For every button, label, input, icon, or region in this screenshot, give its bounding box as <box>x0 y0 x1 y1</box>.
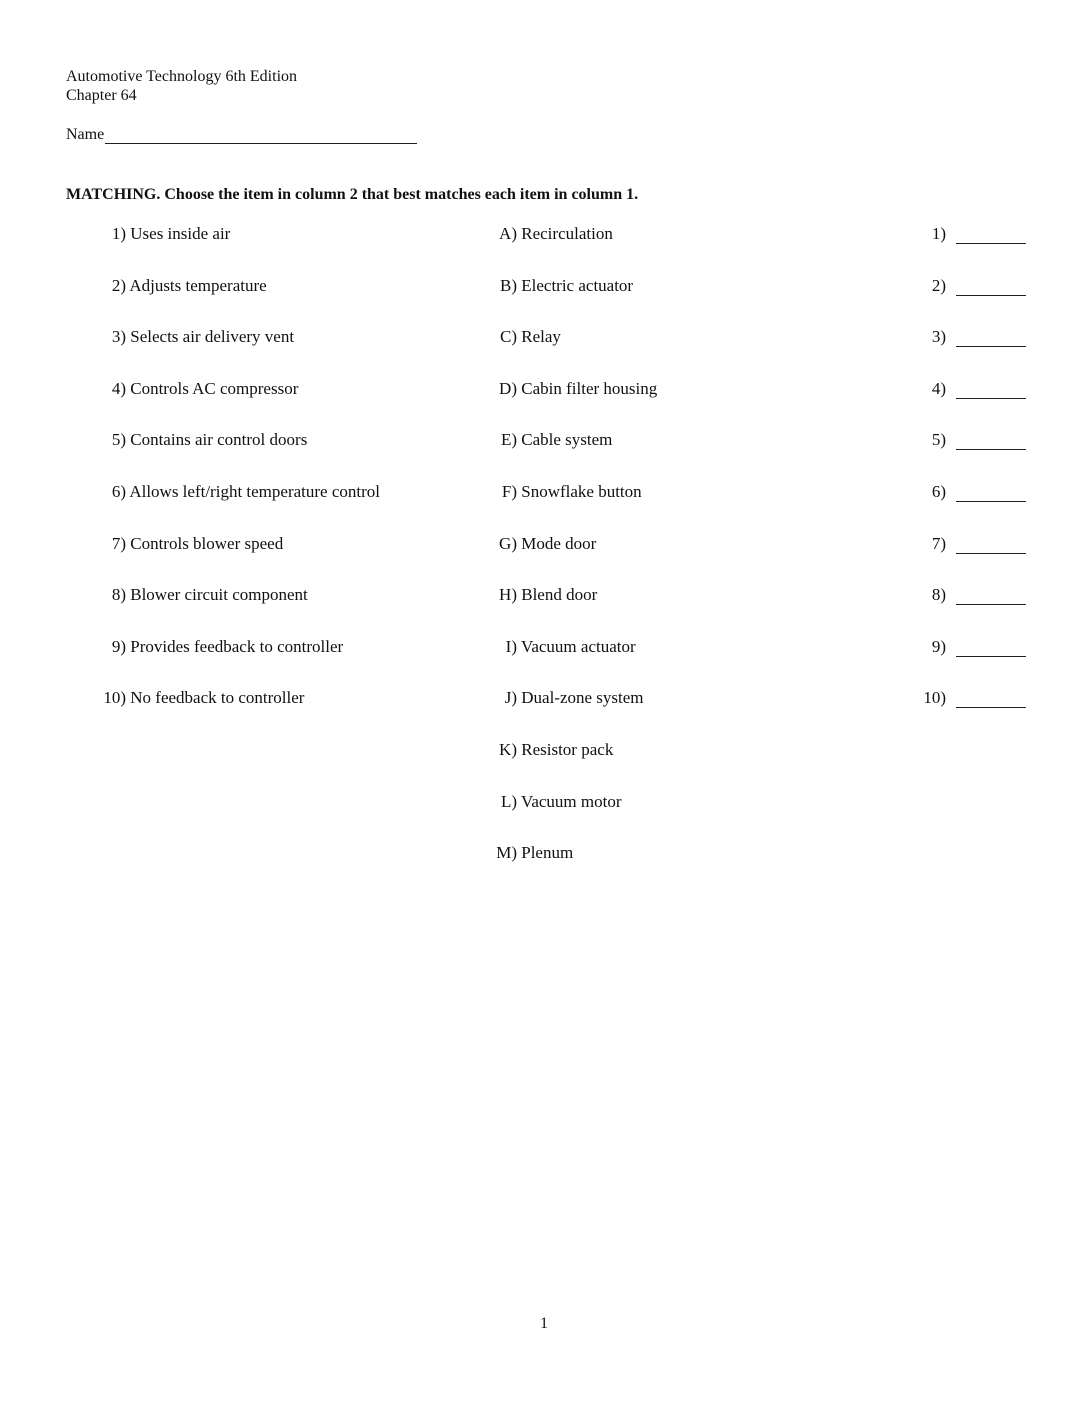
book-title: Automotive Technology 6th Edition <box>66 68 298 85</box>
column1-number: 7) <box>111 533 126 553</box>
column1-text: Allows left/right temperature control <box>129 482 380 501</box>
column2-item <box>491 637 636 657</box>
column2-text: Vacuum motor <box>520 791 622 811</box>
column2-letter: C) <box>500 327 517 347</box>
answer-item <box>918 482 1026 502</box>
column1-item <box>96 224 230 244</box>
column1-number: 9) <box>111 636 126 656</box>
answer-item <box>918 688 1026 708</box>
column2-item <box>491 740 613 760</box>
column2-text: Electric actuator <box>521 275 634 295</box>
answer-number: 5) <box>931 430 946 450</box>
column1-number: 4) <box>111 378 126 398</box>
column1-item <box>96 276 267 296</box>
answer-item <box>918 430 1026 450</box>
column2-text: Plenum <box>521 843 574 863</box>
column1-item <box>96 379 298 399</box>
column2-item <box>491 430 612 450</box>
answer-item <box>918 585 1026 605</box>
column1-item <box>96 327 294 347</box>
answer-number: 1) <box>931 224 946 243</box>
column1-item <box>96 637 343 657</box>
column2-letter: M) <box>496 843 517 863</box>
answer-item <box>918 224 1026 244</box>
column2-text: Blend door <box>521 585 598 605</box>
column1-text: Uses inside air <box>130 224 231 243</box>
column1-text: Selects air delivery vent <box>130 327 295 347</box>
instructions: MATCHING. Choose the item in column 2 that best matches each item in column 1. <box>66 186 639 203</box>
answer-number: 9) <box>931 636 946 656</box>
answer-item <box>918 534 1026 554</box>
column2-letter: I) <box>505 636 517 656</box>
name-row <box>66 126 417 144</box>
chapter-label: Chapter 64 <box>66 87 137 104</box>
column2-item <box>491 688 644 708</box>
answer-blank[interactable] <box>956 431 1026 450</box>
answer-blank[interactable] <box>956 328 1026 347</box>
column2-text: Snowflake button <box>521 482 642 501</box>
column2-item <box>491 224 613 244</box>
answer-blank[interactable] <box>956 689 1026 708</box>
answer-number: 2) <box>931 275 946 295</box>
column2-letter: D) <box>499 378 517 398</box>
column1-text: Contains air control doors <box>130 430 308 450</box>
answer-blank[interactable] <box>956 277 1026 296</box>
answer-blank[interactable] <box>956 483 1026 502</box>
column2-item <box>491 843 573 863</box>
column2-text: Relay <box>521 327 561 347</box>
column1-number: 2) <box>111 275 126 295</box>
column1-text: Controls blower speed <box>130 533 284 553</box>
answer-item <box>918 379 1026 399</box>
column2-item <box>491 792 622 812</box>
column2-item <box>491 534 596 554</box>
answer-item <box>918 637 1026 657</box>
column1-item <box>96 482 380 502</box>
column2-text: Recirculation <box>521 224 613 243</box>
answer-item <box>918 276 1026 296</box>
column2-text: Cable system <box>521 430 613 450</box>
answer-item <box>918 327 1026 347</box>
column1-item <box>96 585 308 605</box>
column2-text: Dual-zone system <box>521 688 644 708</box>
answer-blank[interactable] <box>956 535 1026 554</box>
column1-text: Adjusts temperature <box>129 275 267 295</box>
column2-letter: G) <box>499 533 517 553</box>
column2-item <box>491 276 633 296</box>
column2-letter: E) <box>500 430 517 450</box>
column2-item <box>491 379 657 399</box>
column2-letter: L) <box>500 791 517 811</box>
answer-blank[interactable] <box>956 380 1026 399</box>
answer-number: 7) <box>931 533 946 553</box>
column2-item <box>491 327 561 347</box>
column1-number: 10) <box>103 688 126 708</box>
column2-letter: K) <box>499 740 517 759</box>
column1-number: 5) <box>111 430 126 450</box>
answer-blank[interactable] <box>956 586 1026 605</box>
column1-text: Blower circuit component <box>130 585 308 605</box>
name-input-line[interactable] <box>105 126 417 144</box>
column2-text: Mode door <box>521 533 597 553</box>
column2-letter: A) <box>499 224 517 243</box>
answer-number: 6) <box>931 482 946 501</box>
answer-blank[interactable] <box>956 225 1026 244</box>
answer-number: 4) <box>931 378 946 398</box>
answer-number: 10) <box>923 688 946 708</box>
column2-letter: H) <box>499 585 517 605</box>
answer-blank[interactable] <box>956 638 1026 657</box>
column2-letter: F) <box>501 482 517 501</box>
column1-number: 6) <box>111 482 126 501</box>
column1-number: 1) <box>111 224 126 243</box>
answer-number: 3) <box>931 327 946 347</box>
column1-text: Provides feedback to controller <box>130 636 344 656</box>
column2-letter: B) <box>500 275 517 295</box>
column2-letter: J) <box>504 688 517 708</box>
column1-item <box>96 534 283 554</box>
name-label: Name <box>66 126 105 143</box>
column1-item <box>96 430 307 450</box>
column2-text: Cabin filter housing <box>521 378 658 398</box>
column1-text: Controls AC compressor <box>130 378 299 398</box>
column2-text: Vacuum actuator <box>520 636 636 656</box>
column2-item <box>491 585 597 605</box>
page-number: 1 <box>540 1315 548 1332</box>
column2-text: Resistor pack <box>521 740 614 759</box>
column1-text: No feedback to controller <box>130 688 305 708</box>
column2-item <box>491 482 642 502</box>
column1-number: 8) <box>111 585 126 605</box>
column1-item <box>96 688 304 708</box>
column1-number: 3) <box>111 327 126 347</box>
answer-number: 8) <box>931 585 946 605</box>
